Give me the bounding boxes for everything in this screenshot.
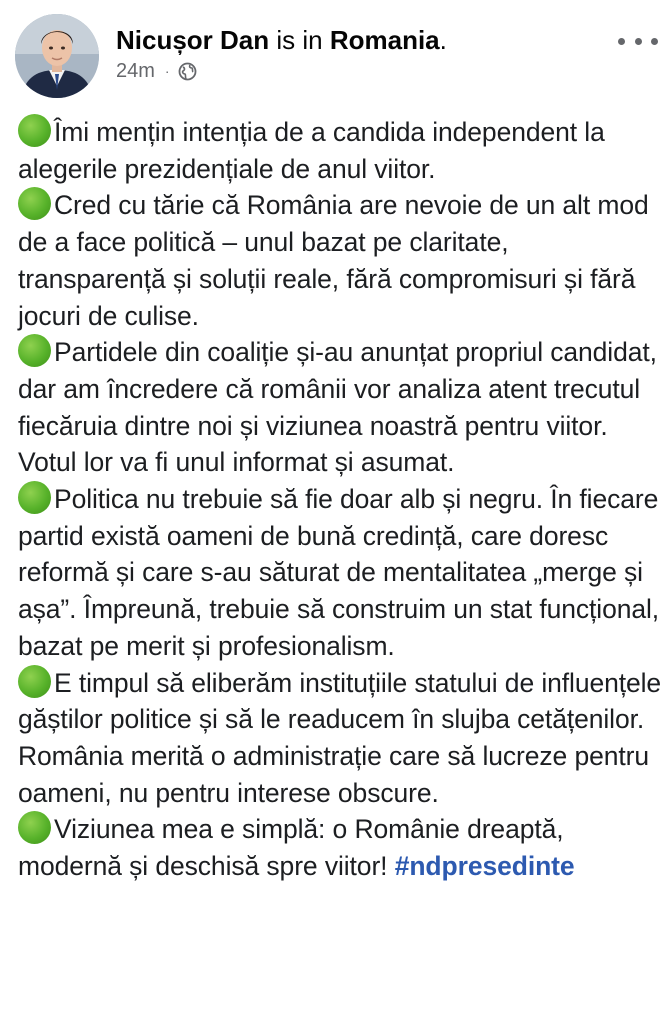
post-paragraph <box>18 481 663 665</box>
post-timestamp[interactable]: 24m <box>116 59 155 82</box>
author-suffix: . <box>439 25 447 55</box>
more-dot <box>651 38 658 45</box>
post-paragraph <box>18 334 663 481</box>
post-paragraph <box>18 187 663 334</box>
paragraph-text: Viziunea mea e simplă: o Românie dreaptă, modernă și deschisă spre viitor! <box>18 814 564 882</box>
meta-separator: · <box>164 63 170 79</box>
paragraph-text: E timpul să eliberăm instituțiile statului de influențele găștilor politice și să le readucem în slujba cetățenilor. România merită o administrație care să lucreze pentru oameni, nu pentru interese obscure. <box>18 667 662 808</box>
post-paragraph <box>18 114 663 187</box>
author-line <box>116 24 447 56</box>
more-options-icon[interactable] <box>618 28 658 54</box>
post-paragraph <box>18 665 663 812</box>
hashtag-link[interactable]: #ndpresedinte <box>394 851 575 882</box>
paragraph-text: Cred cu tărie că România are nevoie de un alt mod de a face politică – unul bazat pe claritate, transparență și soluții reale, fără compromisuri și fără jocuri de culise. <box>18 190 649 331</box>
paragraph-text: Partidele din coaliție și-au anunțat propriul candidat, dar am încredere că românii vor analiza atent trecutul fiecăruia dintre noi și viziunea noastră pentru viitor. Votul lor va fi unul informat și asumat. <box>18 337 657 478</box>
green-circle-icon <box>18 811 51 844</box>
post-header <box>0 0 670 110</box>
post-meta <box>116 60 197 82</box>
more-dot <box>635 38 642 45</box>
location-link[interactable]: Romania <box>329 25 440 55</box>
paragraph-text: Îmi mențin intenția de a candida independent la alegerile prezidențiale de anul viitor. <box>18 117 605 184</box>
green-circle-icon <box>18 665 51 698</box>
green-circle-icon <box>18 481 51 514</box>
green-circle-icon <box>18 187 51 220</box>
green-circle-icon <box>18 334 51 367</box>
globe-icon[interactable] <box>178 62 197 81</box>
avatar-portrait <box>15 14 99 98</box>
paragraph-text: Politica nu trebuie să fie doar alb și negru. În fiecare partid există oameni de bună credință, care doresc reformă și care s-au săturat de mentalitatea „merge și așa”. Împreună, trebuie să construim un stat funcțional, bazat pe merit și profesionalism. <box>18 484 660 661</box>
post-text <box>18 114 663 885</box>
more-dot <box>618 38 625 45</box>
green-circle-icon <box>18 114 51 147</box>
author-name[interactable]: Nicușor Dan <box>116 25 270 55</box>
author-connector: is in <box>269 25 330 55</box>
author-avatar[interactable] <box>15 14 99 98</box>
post-paragraph <box>18 811 663 884</box>
